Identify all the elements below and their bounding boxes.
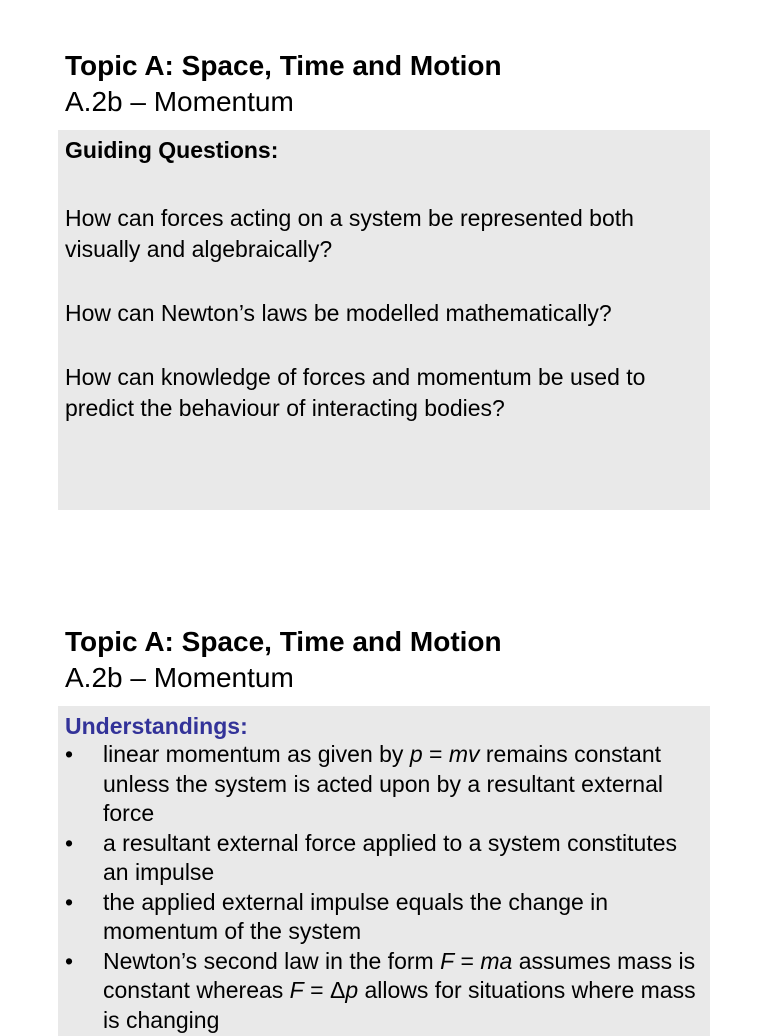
bullet-glyph: • (65, 829, 74, 856)
math-symbol: F (289, 977, 304, 1003)
understandings-heading: Understandings: (65, 713, 248, 739)
math-symbol: F (440, 947, 455, 974)
bullet-glyph: • (65, 947, 74, 974)
sub-title: A.2b – Momentum (65, 662, 294, 693)
item-text: a resultant external force applied to a system constitutes an impulse (103, 829, 678, 885)
list-item (65, 740, 702, 829)
understandings-box (58, 706, 710, 1036)
guiding-question: How can knowledge of forces and momentum be used to predict the behaviour of interacting bodies? (65, 364, 646, 421)
item-text: = Δ (303, 977, 346, 1003)
math-symbol: ma (480, 947, 513, 974)
item-text: = (454, 947, 481, 974)
guiding-questions-box (58, 130, 710, 510)
list-item (65, 888, 702, 947)
bullet-glyph: • (65, 888, 74, 915)
list-item (65, 947, 702, 1036)
math-symbol: p (409, 741, 423, 767)
item-text: linear momentum as given by (103, 741, 410, 767)
math-symbol: mv (448, 741, 480, 767)
guiding-question: How can forces acting on a system be represented both visually and algebraically? (65, 205, 634, 262)
sub-title: A.2b – Momentum (65, 86, 294, 117)
item-text: remains constant unless the system is acted upon by a resultant external force (103, 741, 663, 826)
list-item (65, 829, 702, 888)
item-text: the applied external impulse equals the change in momentum of the system (103, 888, 609, 944)
item-text: Newton’s second law in the form (103, 947, 441, 974)
item-text: assumes mass is constant whereas (103, 947, 696, 1003)
understandings-list (65, 740, 702, 1035)
bullet-glyph: • (65, 741, 74, 767)
topic-title: Topic A: Space, Time and Motion (65, 626, 502, 657)
guiding-questions-list (65, 203, 702, 424)
item-text: allows for situations where mass is changing (103, 977, 696, 1033)
guiding-questions-heading: Guiding Questions: (65, 137, 279, 163)
item-text: = (422, 741, 449, 767)
guiding-question: How can Newton’s laws be modelled mathematically? (65, 300, 612, 326)
math-symbol: p (345, 977, 359, 1003)
topic-title: Topic A: Space, Time and Motion (65, 50, 502, 81)
